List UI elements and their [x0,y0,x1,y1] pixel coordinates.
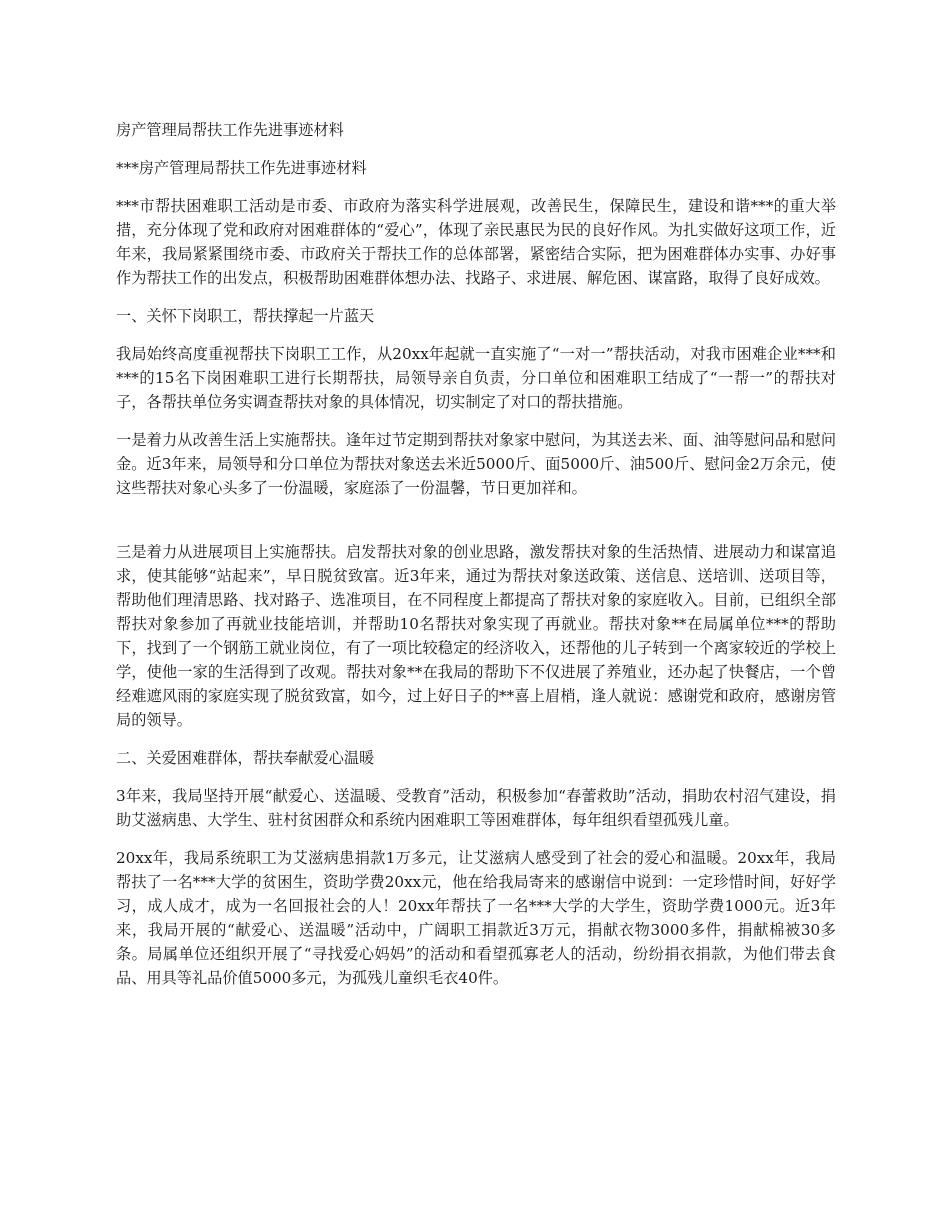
section-2-paragraph-2: 20xx年，我局系统职工为艾滋病患捐款1万多元，让艾滋病人感受到了社会的爱心和温暖。20xx年，我局帮扶了一名***大学的贫困生，资助学费20xx元，他在给我局寄来的感谢信中说到：一定珍惜时间，好好学习，成人成才，成为一名回报社会的人！20xx年帮扶了一名***大学的大学生，资助学费1000元。近3年来，我局开展的“献爱心、送温暖”活动中，广阔职工捐款近3万元，捐献衣物3000多件，捐献棉被30多条。局属单位还组织开展了“寻找爱心妈妈”的活动和看望孤寡老人的活动，纷纷捐衣捐款，为他们带去食品、用具等礼品价值5000多元，为孤残儿童织毛衣40件。 [116,849,836,987]
section-heading-2: 二、关爱困难群体，帮扶奉献爱心温暖 [116,749,375,767]
document-title: 房产管理局帮扶工作先进事迹材料 [116,121,344,139]
document-subtitle: ***房产管理局帮扶工作先进事迹材料 [116,159,367,177]
section-2-paragraph-1: 3年来，我局坚持开展“献爱心、送温暖、受教育”活动，积极参加“春蕾救助”活动，捐助农村沼气建设，捐助艾滋病患、大学生、驻村贫困群众和系统内困难职工等困难群体，每年组织看望孤残儿童。 [116,787,836,829]
section-1-paragraph-3: 三是着力从进展项目上实施帮扶。启发帮扶对象的创业思路，激发帮扶对象的生活热情、进展动力和谋富追求，使其能够“站起来”，早日脱贫致富。近3年来，通过为帮扶对象送政策、送信息、送培训、送项目等，帮助他们理清思路、找对路子、选准项目，在不同程度上都提高了帮扶对象的家庭收入。目前，已组织全部帮扶对象参加了再就业技能培训，并帮助10名帮扶对象实现了再就业。帮扶对象**在局属单位***的帮助下，找到了一个钢筋工就业岗位，有了一项比较稳定的经济收入，还帮他的儿子转到一个离家较近的学校上学，使他一家的生活得到了改观。帮扶对象**在我局的帮助下不仅进展了养殖业，还办起了快餐店，一个曾经难遮风雨的家庭实现了脱贫致富，如今，过上好日子的**喜上眉梢，逢人就说：感谢党和政府，感谢房管局的领导。 [116,543,836,729]
section-heading-1: 一、关怀下岗职工，帮扶撑起一片蓝天 [116,307,375,325]
intro-paragraph: ***市帮扶困难职工活动是市委、市政府为落实科学进展观，改善民生，保障民生，建设和谐***的重大举措，充分体现了党和政府对困难群体的“爱心”，体现了亲民惠民为民的良好作风。为扎实做好这项工作，近年来，我局紧紧围绕市委、市政府关于帮扶工作的总体部署，紧密结合实际，把为困难群体办实事、办好事作为帮扶工作的出发点，积极帮助困难群体想办法、找路子、求进展、解危困、谋富路，取得了良好成效。 [116,197,836,287]
section-1-paragraph-1: 我局始终高度重视帮扶下岗职工工作，从20xx年起就一直实施了“一对一”帮扶活动，对我市困难企业***和***的15名下岗困难职工进行长期帮扶，局领导亲自负责，分口单位和困难职工结成了“一帮一”的帮扶对子，各帮扶单位务实调查帮扶对象的具体情况，切实制定了对口的帮扶措施。 [116,345,836,411]
document-page [116,118,836,1004]
section-1-paragraph-2: 一是着力从改善生活上实施帮扶。逢年过节定期到帮扶对象家中慰问，为其送去米、面、油等慰问品和慰问金。近3年来，局领导和分口单位为帮扶对象送去米近5000斤、面5000斤、油500斤、慰问金2万余元，使这些帮扶对象心头多了一份温暖，家庭添了一份温馨，节日更加祥和。 [116,431,836,497]
